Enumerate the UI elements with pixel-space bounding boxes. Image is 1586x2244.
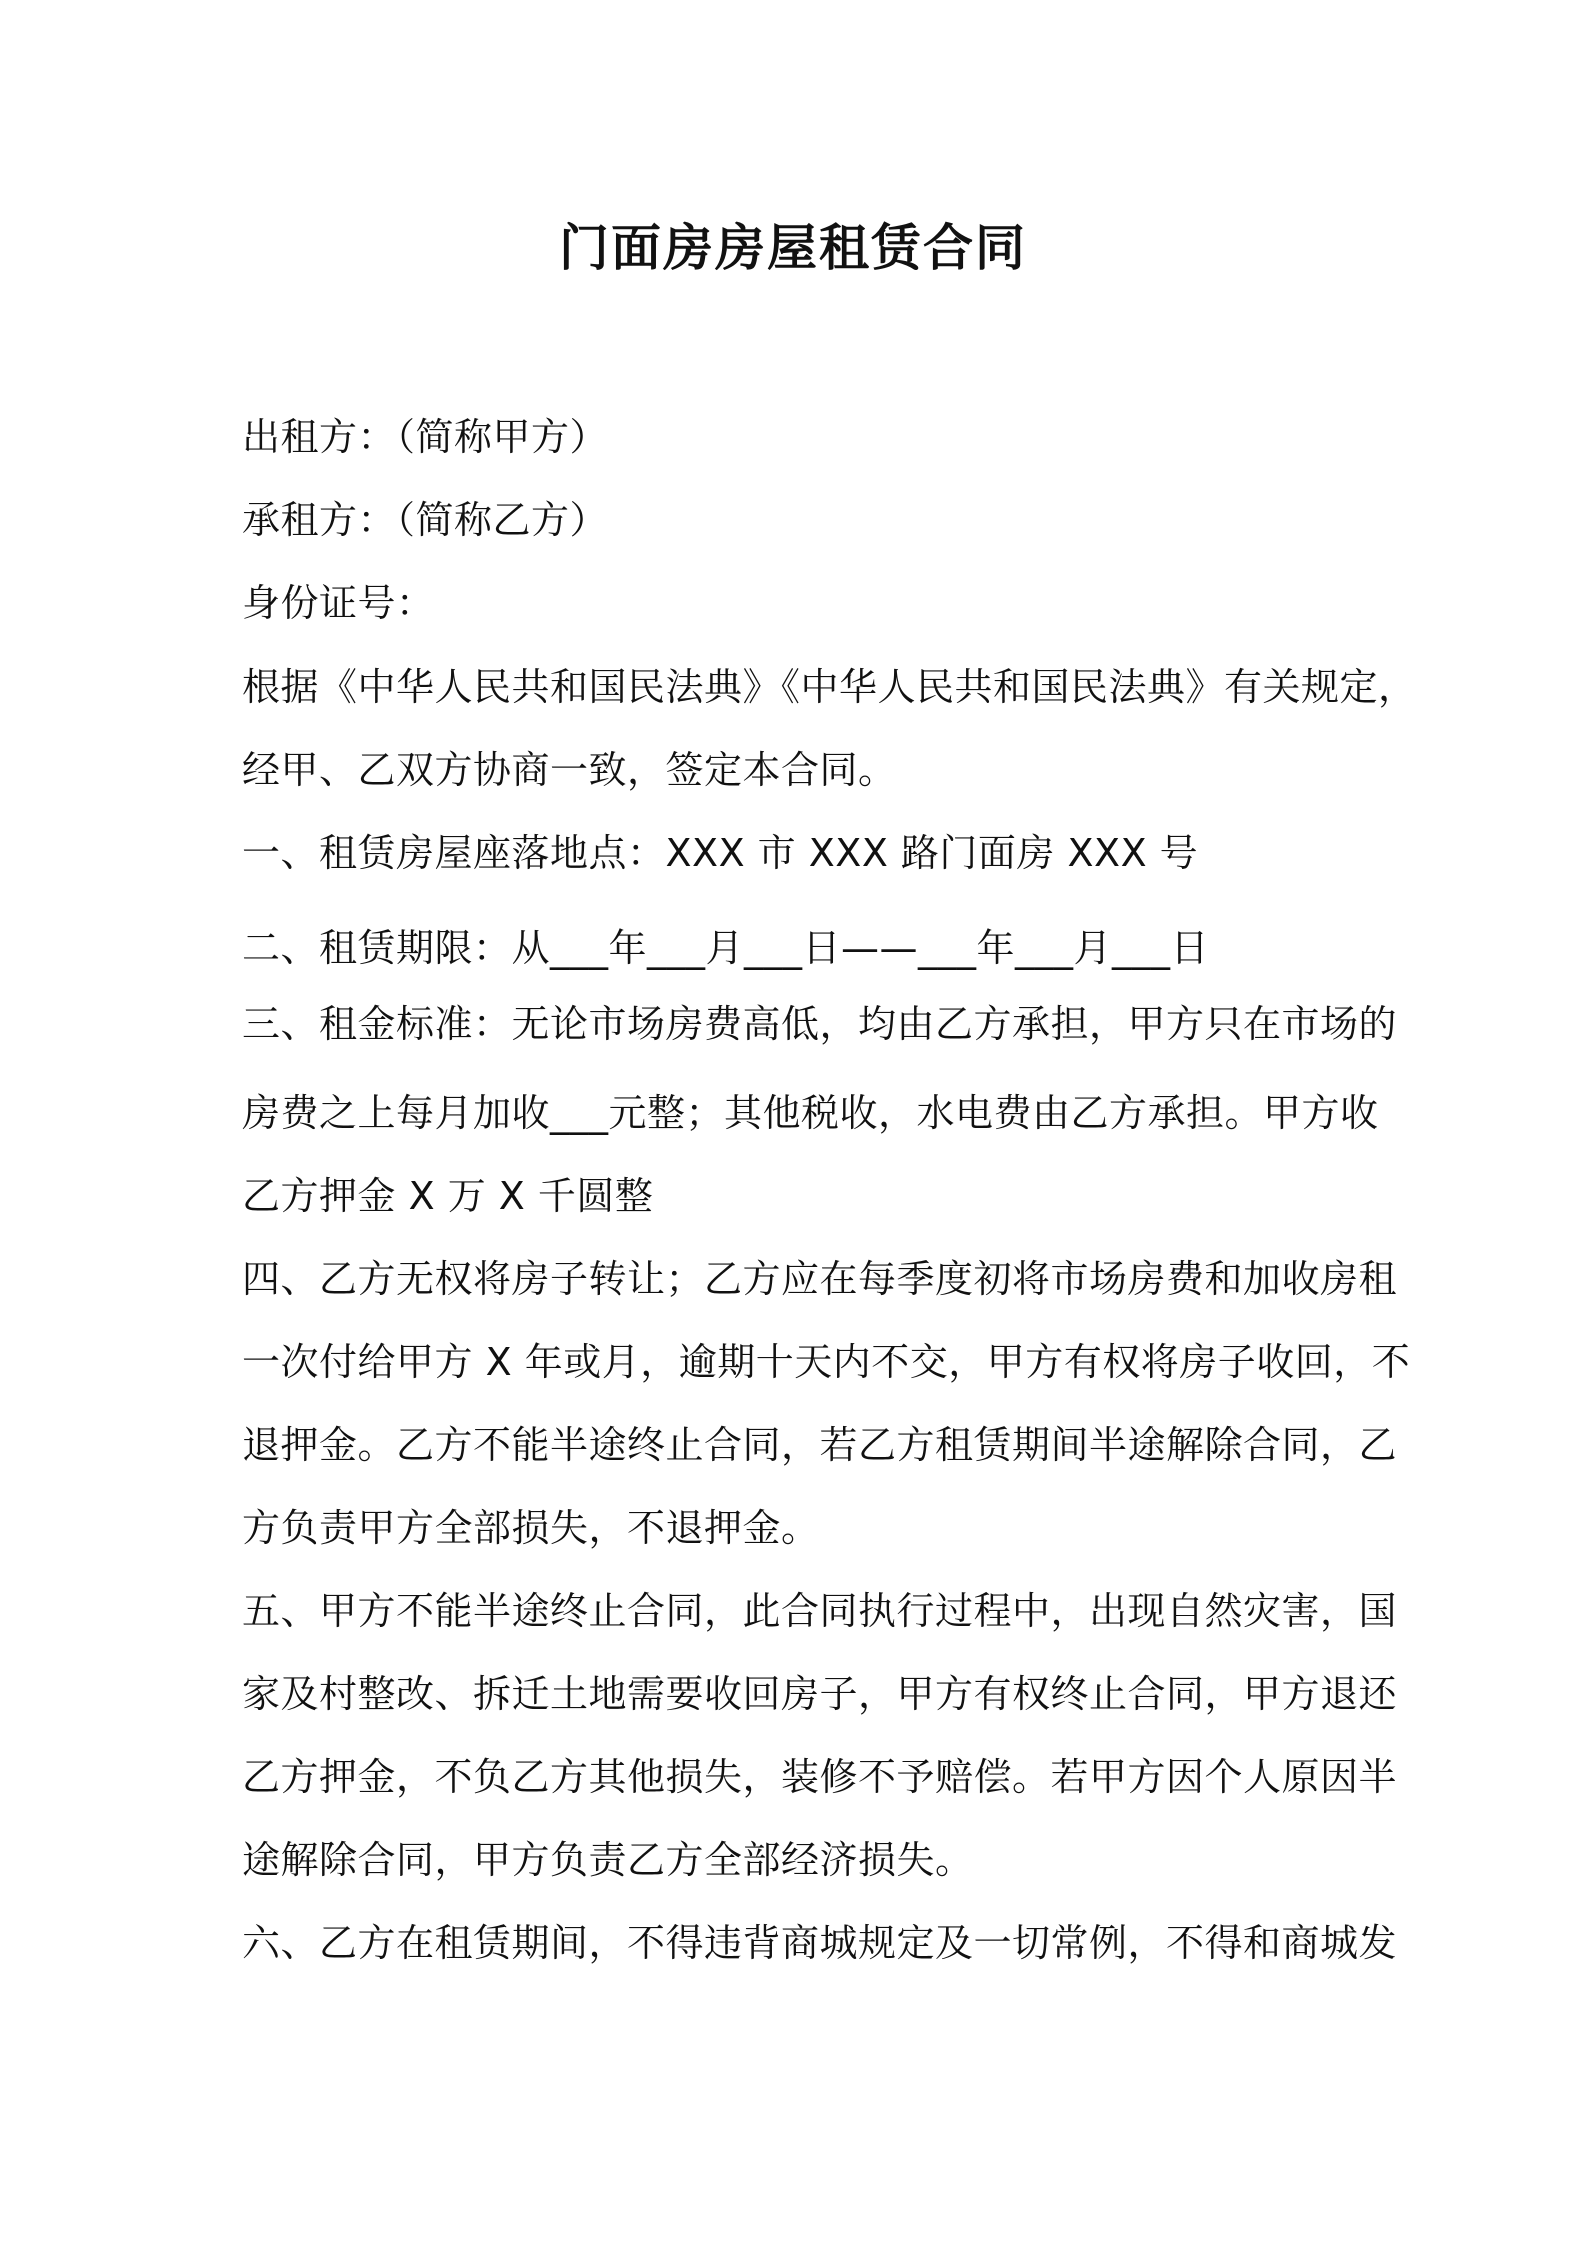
clause-4-line: 退押金。乙方不能半途终止合同，若乙方租赁期间半途解除合同，乙 [242,1423,1398,1467]
clause-2-line: 二、租赁期限：从___年___月___日——___年___月___日 [242,926,1210,970]
preamble-line: 根据《中华人民共和国民法典》《中华人民共和国民法典》有关规定， [242,665,1417,709]
lessee-line: 承租方：（简称乙方） [242,498,609,542]
clause-4-line: 方负责甲方全部损失，不退押金。 [242,1506,820,1550]
preamble-line: 经甲、乙双方协商一致，签定本合同。 [242,748,897,792]
lessor-line: 出租方：（简称甲方） [242,415,609,459]
document-title: 门面房房屋租赁合同 [559,219,1027,277]
clause-3-line: 乙方押金 X 万 X 千圆整 [242,1174,654,1218]
clause-3-line: 房费之上每月加收___元整；其他税收，水电费由乙方承担。甲方收 [242,1091,1379,1135]
clause-3-line: 三、租金标准：无论市场房费高低，均由乙方承担，甲方只在市场的 [242,1002,1398,1046]
clause-1-line: 一、租赁房屋座落地点：XXX 市 XXX 路门面房 XXX 号 [242,831,1199,875]
clause-4-line: 一次付给甲方 X 年或月，逾期十天内不交，甲方有权将房子收回，不 [242,1340,1411,1384]
clause-5-line: 乙方押金，不负乙方其他损失，装修不予赔偿。若甲方因个人原因半 [242,1755,1398,1799]
id-number-line: 身份证号： [242,581,435,625]
clause-4-line: 四、乙方无权将房子转让；乙方应在每季度初将市场房费和加收房租 [242,1257,1398,1301]
clause-5-line: 家及村整改、拆迁土地需要收回房子，甲方有权终止合同，甲方退还 [242,1672,1398,1716]
clause-5-line: 途解除合同，甲方负责乙方全部经济损失。 [242,1838,974,1882]
clause-5-line: 五、甲方不能半途终止合同，此合同执行过程中，出现自然灾害，国 [242,1589,1398,1633]
clause-6-line: 六、乙方在租赁期间，不得违背商城规定及一切常例，不得和商城发 [242,1921,1398,1965]
